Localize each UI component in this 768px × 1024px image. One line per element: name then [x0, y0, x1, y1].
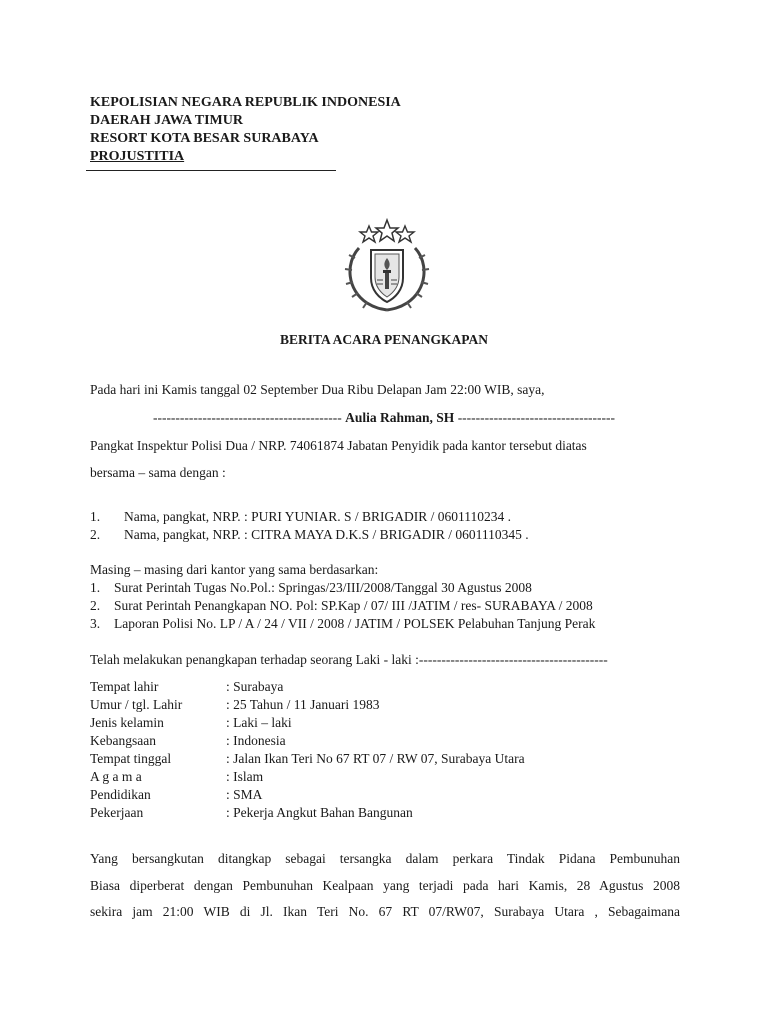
rank-line-2: bersama – sama dengan :	[90, 465, 226, 480]
rank-line-1: Pangkat Inspektur Polisi Dua / NRP. 74061874 Jabatan Penyidik pada kantor tersebut diatas	[90, 438, 587, 453]
identity-row	[90, 714, 525, 732]
identity-label: Tempat tinggal	[90, 751, 172, 766]
officer-line	[0, 410, 768, 426]
police-emblem-icon	[337, 218, 437, 318]
identity-label: Tempat lahir	[90, 679, 159, 694]
identity-row	[90, 750, 525, 768]
basis-item	[90, 616, 595, 632]
identity-value: : Jalan Ikan Teri No 67 RT 07 / RW 07, Surabaya Utara	[226, 751, 525, 766]
letterhead-line-1: KEPOLISIAN NEGARA REPUBLIK INDONESIA	[90, 95, 401, 110]
letterhead-projustitia: PROJUSTITIA	[90, 149, 185, 164]
basis-item	[90, 580, 532, 596]
paragraph-line: Yang bersangkutan ditangkap sebagai tersangka dalam perkara Tindak Pidana Pembunuhan	[90, 851, 680, 866]
companion-text: Nama, pangkat, NRP. : CITRA MAYA D.K.S / BRIGADIR / 0601110345 .	[124, 527, 529, 542]
identity-value: : 25 Tahun / 11 Januari 1983	[226, 697, 380, 712]
companion-item	[90, 509, 511, 525]
basis-item	[90, 598, 593, 614]
case-paragraph	[90, 846, 680, 926]
arrest-line: Telah melakukan penangkapan terhadap seorang Laki - laki :------------------------------------------	[90, 652, 608, 667]
identity-label: Umur / tgl. Lahir	[90, 697, 183, 712]
companion-number: 1.	[90, 509, 101, 524]
document-title: BERITA ACARA PENANGKAPAN	[279, 332, 489, 347]
basis-text: Surat Perintah Tugas No.Pol.: Springas/23/III/2008/Tanggal 30 Agustus 2008	[114, 580, 532, 595]
officer-dashes-left: ------------------------------------------	[152, 410, 342, 425]
identity-value: : Indonesia	[226, 733, 286, 748]
companion-text: Nama, pangkat, NRP. : PURI YUNIAR. S / BRIGADIR / 0601110234 .	[124, 509, 511, 524]
officer-name: Aulia Rahman, SH	[345, 410, 455, 425]
paragraph-line: Biasa diperberat dengan Pembunuhan Kealpaan yang terjadi pada hari Kamis, 28 Agustus 2008	[90, 877, 680, 893]
identity-label: A g a m a	[90, 769, 142, 784]
identity-row	[90, 768, 525, 786]
officer-dashes-right: -----------------------------------	[457, 410, 616, 425]
identity-row	[90, 678, 525, 696]
companion-item	[90, 527, 529, 543]
letterhead-line-3: RESORT KOTA BESAR SURABAYA	[90, 131, 319, 146]
identity-value: : Islam	[226, 769, 264, 784]
basis-text: Surat Perintah Penangkapan NO. Pol: SP.Kap / 07/ III /JATIM / res- SURABAYA / 2008	[114, 598, 593, 613]
identity-row	[90, 696, 525, 714]
identity-row	[90, 804, 525, 822]
identity-row	[90, 786, 525, 804]
identity-value: : Laki – laki	[226, 715, 292, 730]
basis-text: Laporan Polisi No. LP / A / 24 / VII / 2008 / JATIM / POLSEK Pelabuhan Tanjung Perak	[114, 616, 596, 631]
paragraph-line: sekira jam 21:00 WIB di Jl. Ikan Teri No. 67 RT 07/RW07, Surabaya Utara , Sebagaimana	[90, 904, 680, 919]
letterhead-divider	[86, 170, 336, 171]
identity-value: : SMA	[226, 787, 263, 802]
letterhead-line-2: DAERAH JAWA TIMUR	[90, 113, 243, 128]
identity-table	[90, 678, 525, 822]
letterhead	[90, 94, 401, 166]
identity-row	[90, 732, 525, 750]
identity-label: Pekerjaan	[90, 805, 144, 820]
basis-number: 1.	[90, 580, 101, 595]
identity-label: Pendidikan	[90, 787, 151, 802]
identity-label: Kebangsaan	[90, 733, 156, 748]
intro-line: Pada hari ini Kamis tanggal 02 September Dua Ribu Delapan Jam 22:00 WIB, saya,	[90, 382, 545, 397]
identity-value: : Pekerja Angkut Bahan Bangunan	[226, 805, 413, 820]
basis-number: 3.	[90, 616, 101, 631]
identity-value: : Surabaya	[226, 679, 284, 694]
identity-label: Jenis kelamin	[90, 715, 164, 730]
basis-intro: Masing – masing dari kantor yang sama berdasarkan:	[90, 562, 379, 577]
basis-number: 2.	[90, 598, 101, 613]
companion-number: 2.	[90, 527, 101, 542]
